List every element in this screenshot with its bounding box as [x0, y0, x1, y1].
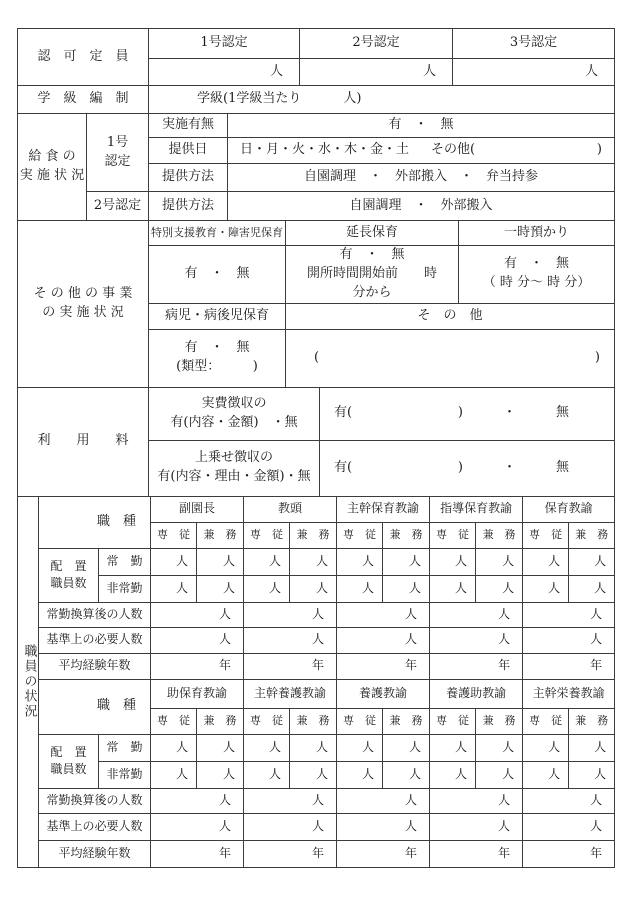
meals-days-label: 提供日 — [149, 138, 228, 164]
person-unit-cell: 人 — [197, 761, 244, 788]
person-unit-cell: 人 — [337, 602, 430, 627]
fees-label: 利 用 料 — [18, 387, 149, 496]
dedicated-header: 専 従 — [523, 708, 569, 734]
concurrent-header: 兼 務 — [476, 708, 523, 734]
year-unit-cell: 年 — [523, 653, 615, 679]
temporary-care-value — [459, 246, 615, 304]
person-unit-cell: 人 — [244, 602, 337, 627]
person-unit-cell: 人 — [476, 548, 523, 575]
meals-cert1-label — [87, 114, 149, 192]
meals-days-text: 日・月・火・水・木・金・土 — [240, 142, 410, 158]
dedicated-header: 専 従 — [337, 522, 383, 548]
capacity-unit-cell: 人 — [453, 59, 615, 86]
dedicated-header: 専 従 — [337, 708, 383, 734]
concurrent-header: 兼 務 — [569, 522, 615, 548]
extra-charge-line2: 有(内容・理由・金額)・無 — [157, 469, 311, 485]
dedicated-header: 専 従 — [430, 708, 476, 734]
year-unit-cell: 年 — [523, 840, 615, 867]
extra-charge-value — [320, 440, 615, 496]
fee-close: ) — [457, 459, 463, 475]
person-unit-cell: 人 — [569, 575, 615, 602]
placement-line2: 職員数 — [50, 762, 87, 777]
actual-cost-line2: 有(内容・金額) ・無 — [170, 414, 298, 430]
placement-label — [39, 734, 99, 788]
fte-label: 常勤換算後の人数 — [39, 602, 151, 627]
fee-dot: ・ — [502, 459, 516, 475]
person-unit-cell: 人 — [383, 548, 430, 575]
extended-care-line2: 開所時間開始前 時 — [306, 265, 437, 281]
other-programs-label-line2: の 実 施 状 況 — [42, 304, 124, 320]
person-unit-cell: 人 — [523, 575, 569, 602]
required-label: 基準上の必要人数 — [39, 813, 151, 840]
staff-table — [17, 496, 615, 868]
person-unit-cell: 人 — [476, 761, 523, 788]
fee-close: ) — [457, 405, 463, 421]
job-header-cell: 助保育教諭 — [151, 679, 244, 708]
actual-cost-value — [320, 387, 615, 440]
capacity-table — [17, 28, 615, 114]
special-support-value: 有 ・ 無 — [149, 246, 286, 304]
person-unit-cell: 人 — [151, 602, 244, 627]
concurrent-header: 兼 務 — [197, 708, 244, 734]
extended-care-value — [286, 246, 459, 304]
person-unit-cell: 人 — [244, 548, 290, 575]
person-unit-cell: 人 — [337, 788, 430, 813]
job-header-cell: 指導保育教諭 — [430, 496, 523, 522]
year-unit-cell: 年 — [244, 653, 337, 679]
capacity-header-cert3: 3号認定 — [453, 29, 615, 59]
concurrent-header: 兼 務 — [569, 708, 615, 734]
person-unit-cell: 人 — [430, 575, 476, 602]
job-header-cell: 保育教諭 — [523, 496, 615, 522]
job-type-label: 職 種 — [39, 679, 151, 734]
person-unit-cell: 人 — [430, 761, 476, 788]
person-unit-cell: 人 — [151, 575, 197, 602]
job-header-cell: 主幹保育教諭 — [337, 496, 430, 522]
person-unit-cell: 人 — [244, 813, 337, 840]
job-header-cell: 主幹養護教諭 — [244, 679, 337, 708]
concurrent-header: 兼 務 — [197, 522, 244, 548]
etc-open-paren: ( — [314, 349, 320, 365]
actual-cost-label — [149, 387, 320, 440]
job-type-label: 職 種 — [39, 496, 151, 548]
year-unit-cell: 年 — [151, 653, 244, 679]
meals-days-value — [228, 138, 615, 164]
temporary-care-line1: 有 ・ 無 — [503, 256, 569, 272]
meals-cert1-line1: 1号 — [106, 134, 129, 150]
job-header-cell: 教頭 — [244, 496, 337, 522]
person-unit-cell: 人 — [197, 575, 244, 602]
person-unit-cell: 人 — [151, 548, 197, 575]
parttime-label: 非常勤 — [99, 761, 151, 788]
person-unit-cell: 人 — [476, 734, 523, 761]
facility-form — [17, 28, 615, 868]
job-header-cell: 養護教諭 — [337, 679, 430, 708]
extended-care-header: 延長保育 — [286, 221, 459, 246]
experience-label: 平均経験年数 — [39, 653, 151, 679]
person-unit-cell: 人 — [244, 627, 337, 653]
person-unit-cell: 人 — [523, 548, 569, 575]
person-unit-cell: 人 — [430, 548, 476, 575]
temporary-care-header: 一時預かり — [459, 221, 615, 246]
dedicated-header: 専 従 — [151, 522, 197, 548]
capacity-header-cert2: 2号認定 — [300, 29, 453, 59]
fee-none: 無 — [555, 459, 569, 475]
meals-cert1-line2: 認定 — [104, 153, 131, 169]
fulltime-label: 常 勤 — [99, 548, 151, 575]
capacity-unit-cell: 人 — [149, 59, 300, 86]
person-unit-cell: 人 — [151, 734, 197, 761]
job-header-cell: 副園長 — [151, 496, 244, 522]
person-unit-cell: 人 — [523, 788, 615, 813]
meals-days-other: その他( — [431, 142, 476, 158]
meals-impl-value: 有 ・ 無 — [228, 114, 615, 138]
actual-cost-line1: 実費徴収の — [201, 395, 267, 411]
staff-section-label-text: 職員の状況 — [21, 644, 37, 720]
person-unit-cell: 人 — [197, 548, 244, 575]
other-programs-label — [18, 221, 149, 388]
etc-header: そ の 他 — [286, 303, 615, 329]
year-unit-cell: 年 — [151, 840, 244, 867]
concurrent-header: 兼 務 — [476, 522, 523, 548]
meals-section-label-line1: 給 食 の — [28, 149, 76, 165]
person-unit-cell: 人 — [290, 761, 337, 788]
dedicated-header: 専 従 — [244, 522, 290, 548]
person-unit-cell: 人 — [337, 627, 430, 653]
year-unit-cell: 年 — [337, 840, 430, 867]
concurrent-header: 兼 務 — [383, 708, 430, 734]
year-unit-cell: 年 — [244, 840, 337, 867]
person-unit-cell: 人 — [151, 788, 244, 813]
meals-days-close-paren: ) — [596, 142, 602, 158]
fee-dot: ・ — [502, 405, 516, 421]
person-unit-cell: 人 — [151, 813, 244, 840]
dedicated-header: 専 従 — [244, 708, 290, 734]
other-programs-label-line1: そ の 他 の 事 業 — [33, 285, 133, 301]
person-unit-cell: 人 — [337, 548, 383, 575]
sick-care-line1: 有 ・ 無 — [184, 340, 250, 356]
person-unit-cell: 人 — [569, 734, 615, 761]
temporary-care-line2: （ 時 分～ 時 分） — [482, 275, 591, 291]
year-unit-cell: 年 — [430, 653, 523, 679]
dedicated-header: 専 従 — [151, 708, 197, 734]
person-unit-cell: 人 — [337, 734, 383, 761]
capacity-unit-cell: 人 — [300, 59, 453, 86]
person-unit-cell: 人 — [197, 734, 244, 761]
person-unit-cell: 人 — [523, 602, 615, 627]
extra-charge-label — [149, 440, 320, 496]
person-unit-cell: 人 — [244, 734, 290, 761]
class-org-value — [149, 86, 615, 114]
meals-section-label-line2: 実 施 状 況 — [19, 168, 85, 183]
person-unit-cell: 人 — [476, 575, 523, 602]
fee-none: 無 — [555, 405, 569, 421]
person-unit-cell: 人 — [383, 734, 430, 761]
meals-table — [17, 113, 615, 221]
required-label: 基準上の必要人数 — [39, 627, 151, 653]
job-header-cell: 養護助教諭 — [430, 679, 523, 708]
person-unit-cell: 人 — [523, 761, 569, 788]
fees-table — [17, 387, 615, 497]
staff-section-label — [18, 496, 39, 867]
class-org-text-right: 人) — [343, 91, 362, 107]
extended-care-line1: 有 ・ 無 — [339, 247, 405, 262]
person-unit-cell: 人 — [430, 602, 523, 627]
extended-care-line3: 分から — [352, 284, 392, 300]
meals-method1-label: 提供方法 — [149, 164, 228, 192]
concurrent-header: 兼 務 — [290, 708, 337, 734]
class-org-text-left: 学級(1学級当たり — [197, 91, 302, 107]
placement-label — [39, 548, 99, 602]
placement-line1: 配 置 — [50, 744, 87, 759]
etc-value — [286, 329, 615, 387]
fee-open: 有( — [334, 405, 353, 421]
concurrent-header: 兼 務 — [290, 522, 337, 548]
experience-label: 平均経験年数 — [39, 840, 151, 867]
person-unit-cell: 人 — [244, 761, 290, 788]
job-header-cell: 主幹栄養教諭 — [523, 679, 615, 708]
meals-cert2-label: 2号認定 — [87, 192, 149, 221]
person-unit-cell: 人 — [244, 788, 337, 813]
person-unit-cell: 人 — [430, 734, 476, 761]
person-unit-cell: 人 — [523, 734, 569, 761]
person-unit-cell: 人 — [290, 548, 337, 575]
person-unit-cell: 人 — [337, 813, 430, 840]
person-unit-cell: 人 — [383, 761, 430, 788]
person-unit-cell: 人 — [244, 575, 290, 602]
dedicated-header: 専 従 — [430, 522, 476, 548]
person-unit-cell: 人 — [290, 575, 337, 602]
etc-close-paren: ) — [594, 349, 600, 365]
sick-care-header: 病児・病後児保育 — [149, 303, 286, 329]
person-unit-cell: 人 — [151, 761, 197, 788]
meals-method2-value: 自園調理 ・ 外部搬入 — [228, 192, 615, 221]
person-unit-cell: 人 — [337, 575, 383, 602]
capacity-label: 認 可 定 員 — [18, 29, 149, 86]
meals-method2-label: 提供方法 — [149, 192, 228, 221]
class-org-label: 学 級 編 制 — [18, 86, 149, 114]
person-unit-cell: 人 — [383, 575, 430, 602]
parttime-label: 非常勤 — [99, 575, 151, 602]
year-unit-cell: 年 — [430, 840, 523, 867]
person-unit-cell: 人 — [430, 788, 523, 813]
fte-label: 常勤換算後の人数 — [39, 788, 151, 813]
person-unit-cell: 人 — [430, 627, 523, 653]
person-unit-cell: 人 — [569, 548, 615, 575]
extra-charge-line1: 上乗せ徴収の — [194, 450, 273, 466]
fulltime-label: 常 勤 — [99, 734, 151, 761]
dedicated-header: 専 従 — [523, 522, 569, 548]
sick-care-line2: (類型： ) — [176, 359, 258, 375]
person-unit-cell: 人 — [151, 627, 244, 653]
person-unit-cell: 人 — [523, 627, 615, 653]
other-programs-table — [17, 220, 615, 388]
person-unit-cell: 人 — [337, 761, 383, 788]
sick-care-value — [149, 329, 286, 387]
fee-open: 有( — [334, 459, 353, 475]
meals-section-label — [18, 114, 87, 221]
person-unit-cell: 人 — [569, 761, 615, 788]
concurrent-header: 兼 務 — [383, 522, 430, 548]
person-unit-cell: 人 — [430, 813, 523, 840]
placement-line2: 職員数 — [50, 576, 87, 591]
person-unit-cell: 人 — [290, 734, 337, 761]
capacity-header-cert1: 1号認定 — [149, 29, 300, 59]
person-unit-cell: 人 — [523, 813, 615, 840]
placement-line1: 配 置 — [50, 558, 87, 573]
year-unit-cell: 年 — [337, 653, 430, 679]
meals-impl-label: 実施有無 — [149, 114, 228, 138]
meals-method1-value: 自園調理 ・ 外部搬入 ・ 弁当持参 — [228, 164, 615, 192]
special-support-header: 特別支援教育・障害児保育 — [149, 221, 286, 246]
